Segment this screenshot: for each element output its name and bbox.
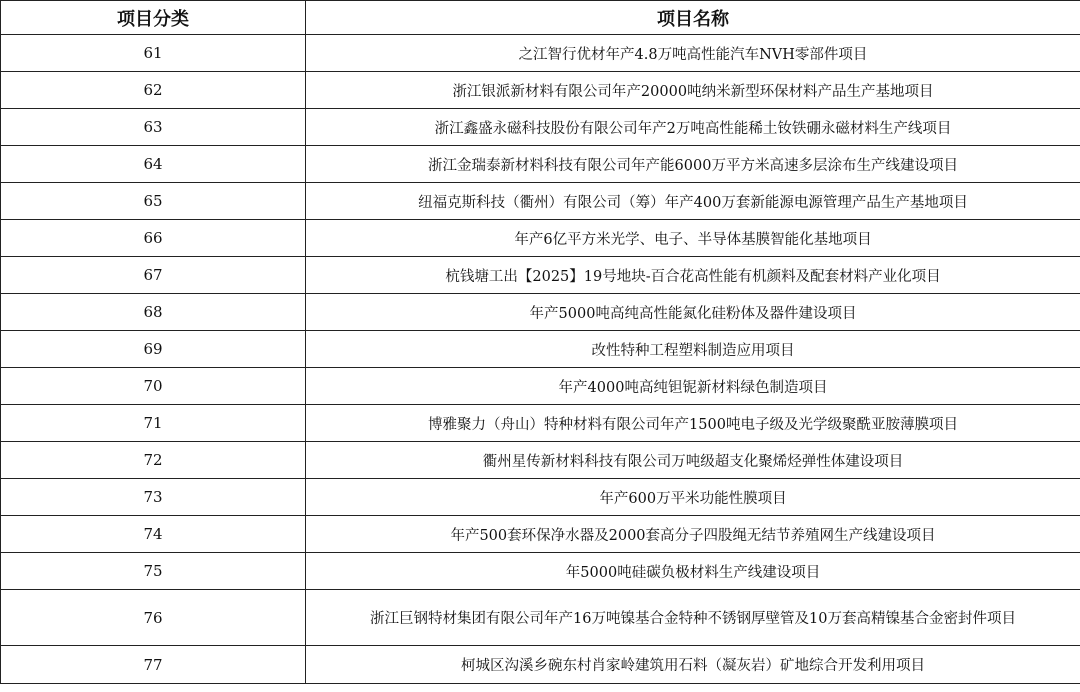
row-project-name: 浙江银派新材料有限公司年产20000吨纳米新型环保材料产品生产基地项目 xyxy=(306,72,1080,109)
row-project-name: 浙江巨钢特材集团有限公司年产16万吨镍基合金特种不锈钢厚壁管及10万套高精镍基合金密封件项目 xyxy=(306,590,1080,646)
row-project-name: 改性特种工程塑料制造应用项目 xyxy=(306,331,1080,368)
row-project-name: 年产4000吨高纯钽铌新材料绿色制造项目 xyxy=(306,368,1080,405)
row-project-name: 年5000吨硅碳负极材料生产线建设项目 xyxy=(306,553,1080,590)
table-row xyxy=(1,257,1080,294)
table-row xyxy=(1,516,1080,553)
row-project-name: 年产600万平米功能性膜项目 xyxy=(306,479,1080,516)
row-project-name: 浙江鑫盛永磁科技股份有限公司年产2万吨高性能稀土钕铁硼永磁材料生产线项目 xyxy=(306,109,1080,146)
row-number: 70 xyxy=(1,368,306,405)
table-row xyxy=(1,146,1080,183)
row-project-name: 年产6亿平方米光学、电子、半导体基膜智能化基地项目 xyxy=(306,220,1080,257)
row-number: 63 xyxy=(1,109,306,146)
row-number: 71 xyxy=(1,405,306,442)
table-row xyxy=(1,35,1080,72)
header-row xyxy=(1,1,1080,35)
header-category: 项目分类 xyxy=(1,1,306,35)
table-row xyxy=(1,294,1080,331)
row-number: 69 xyxy=(1,331,306,368)
table-row xyxy=(1,183,1080,220)
row-number: 77 xyxy=(1,646,306,684)
row-project-name: 杭钱塘工出【2025】19号地块-百合花高性能有机颜料及配套材料产业化项目 xyxy=(306,257,1080,294)
table-row xyxy=(1,368,1080,405)
table-row xyxy=(1,553,1080,590)
table-row xyxy=(1,72,1080,109)
table-row xyxy=(1,442,1080,479)
table-row xyxy=(1,590,1080,646)
header-name: 项目名称 xyxy=(306,1,1080,35)
row-number: 73 xyxy=(1,479,306,516)
row-project-name: 浙江金瑞泰新材料科技有限公司年产能6000万平方米高速多层涂布生产线建设项目 xyxy=(306,146,1080,183)
row-number: 74 xyxy=(1,516,306,553)
table-row xyxy=(1,331,1080,368)
row-project-name: 之江智行优材年产4.8万吨高性能汽车NVH零部件项目 xyxy=(306,35,1080,72)
row-project-name: 纽福克斯科技（衢州）有限公司（筹）年产400万套新能源电源管理产品生产基地项目 xyxy=(306,183,1080,220)
table-row xyxy=(1,405,1080,442)
row-project-name: 博雅聚力（舟山）特种材料有限公司年产1500吨电子级及光学级聚酰亚胺薄膜项目 xyxy=(306,405,1080,442)
row-number: 76 xyxy=(1,590,306,646)
row-number: 61 xyxy=(1,35,306,72)
row-project-name: 年产500套环保净水器及2000套高分子四股绳无结节养殖网生产线建设项目 xyxy=(306,516,1080,553)
row-number: 64 xyxy=(1,146,306,183)
row-project-name: 柯城区沟溪乡碗东村肖家岭建筑用石料（凝灰岩）矿地综合开发利用项目 xyxy=(306,646,1080,684)
row-number: 65 xyxy=(1,183,306,220)
row-number: 66 xyxy=(1,220,306,257)
row-number: 67 xyxy=(1,257,306,294)
table-row xyxy=(1,646,1080,684)
row-project-name: 年产5000吨高纯高性能氮化硅粉体及器件建设项目 xyxy=(306,294,1080,331)
row-project-name: 衢州星传新材料科技有限公司万吨级超支化聚烯烃弹性体建设项目 xyxy=(306,442,1080,479)
row-number: 62 xyxy=(1,72,306,109)
row-number: 72 xyxy=(1,442,306,479)
table-row xyxy=(1,109,1080,146)
row-number: 68 xyxy=(1,294,306,331)
table-row xyxy=(1,479,1080,516)
row-number: 75 xyxy=(1,553,306,590)
table-row xyxy=(1,220,1080,257)
